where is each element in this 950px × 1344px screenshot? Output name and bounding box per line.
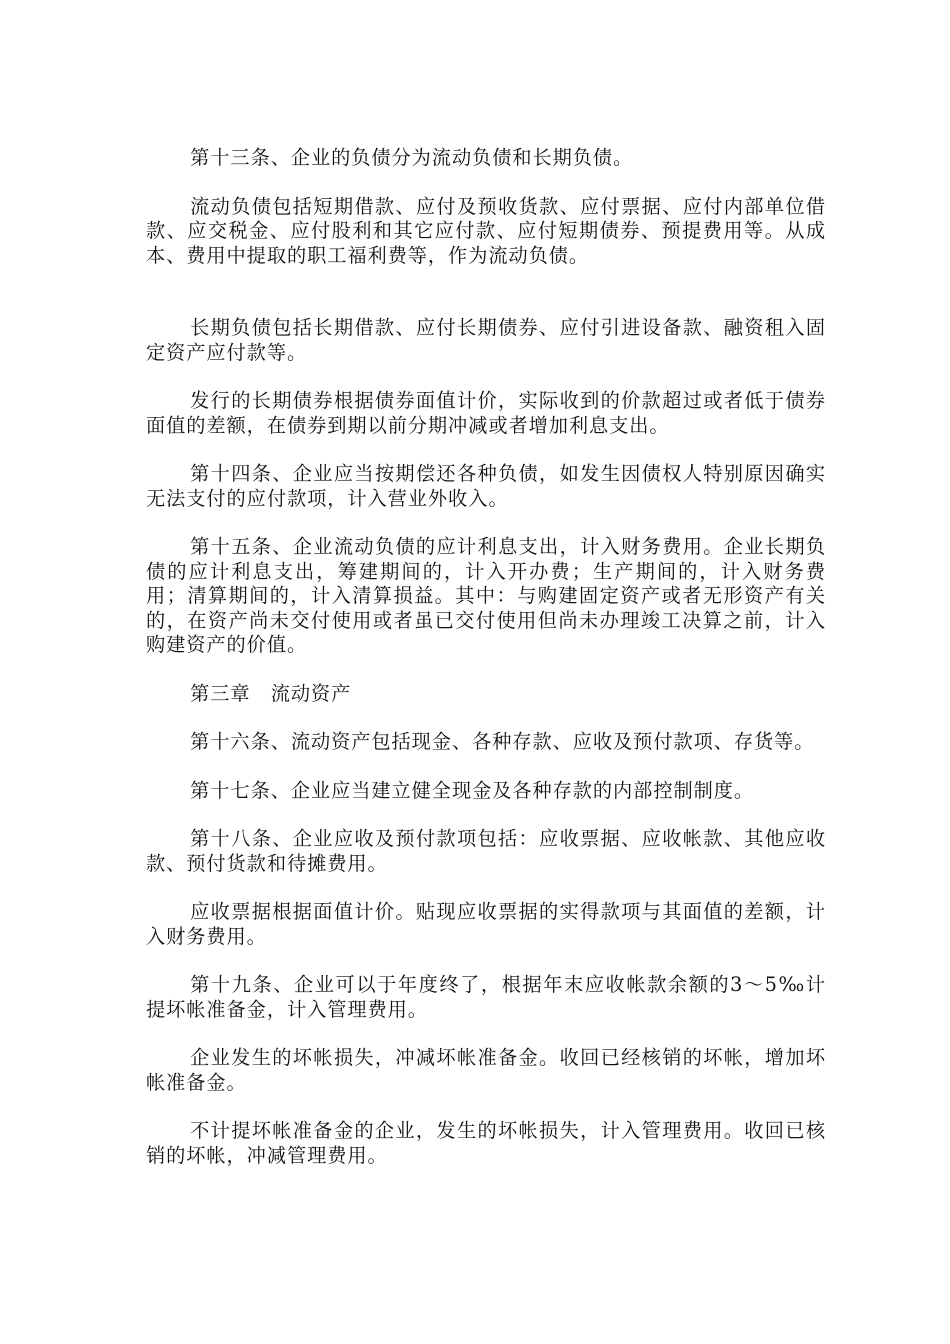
paragraph-article-15: 第十五条、企业流动负债的应计利息支出，计入财务费用。企业长期负债的应计利息支出，筹建期间的，计入开办费；生产期间的，计入财务费用；清算期间的，计入清算损益。其中：与购建固定资产或者无形资产有关的，在资产尚未交付使用或者虽已交付使用但尚未办理竣工决算之前，计入购建资产的价值。 xyxy=(146,535,826,656)
paragraph-current-liabilities: 流动负债包括短期借款、应付及预收货款、应付票据、应付内部单位借款、应交税金、应付股利和其它应付款、应付短期债券、预提费用等。从成本、费用中提取的职工福利费等，作为流动负债。 xyxy=(146,194,826,267)
chapter-heading: 第三章 流动资产 xyxy=(190,681,352,705)
paragraph-article-17: 第十七条、企业应当建立健全现金及各种存款的内部控制制度。 xyxy=(190,778,755,802)
paragraph-article-13: 第十三条、企业的负债分为流动负债和长期负债。 xyxy=(190,146,634,169)
paragraph-notes-receivable: 应收票据根据面值计价。贴现应收票据的实得款项与其面值的差额，计入财务费用。 xyxy=(146,900,826,948)
paragraph-long-term-liabilities: 长期负债包括长期借款、应付长期债券、应付引进设备款、融资租入固定资产应付款等。 xyxy=(146,316,826,364)
document-body xyxy=(146,146,826,1192)
paragraph-bad-debt-loss: 企业发生的坏帐损失，冲减坏帐准备金。收回已经核销的坏帐，增加坏帐准备金。 xyxy=(146,1046,826,1094)
paragraph-article-18: 第十八条、企业应收及预付款项包括：应收票据、应收帐款、其他应收款、预付货款和待摊费用。 xyxy=(146,827,826,875)
paragraph-no-bad-debt-reserve: 不计提坏帐准备金的企业，发生的坏帐损失，计入管理费用。收回已核销的坏帐，冲减管理费用。 xyxy=(146,1119,826,1167)
paragraph-article-16: 第十六条、流动资产包括现金、各种存款、应收及预付款项、存货等。 xyxy=(190,730,815,753)
paragraph-bonds: 发行的长期债券根据债券面值计价，实际收到的价款超过或者低于债券面值的差额，在债券到期以前分期冲减或者增加利息支出。 xyxy=(146,389,826,437)
paragraph-article-14: 第十四条、企业应当按期偿还各种负债，如发生因债权人特别原因确实无法支付的应付款项，计入营业外收入。 xyxy=(146,462,826,510)
paragraph-article-19: 第十九条、企业可以于年度终了，根据年末应收帐款余额的3～5‰计提坏帐准备金，计入管理费用。 xyxy=(146,973,826,1021)
